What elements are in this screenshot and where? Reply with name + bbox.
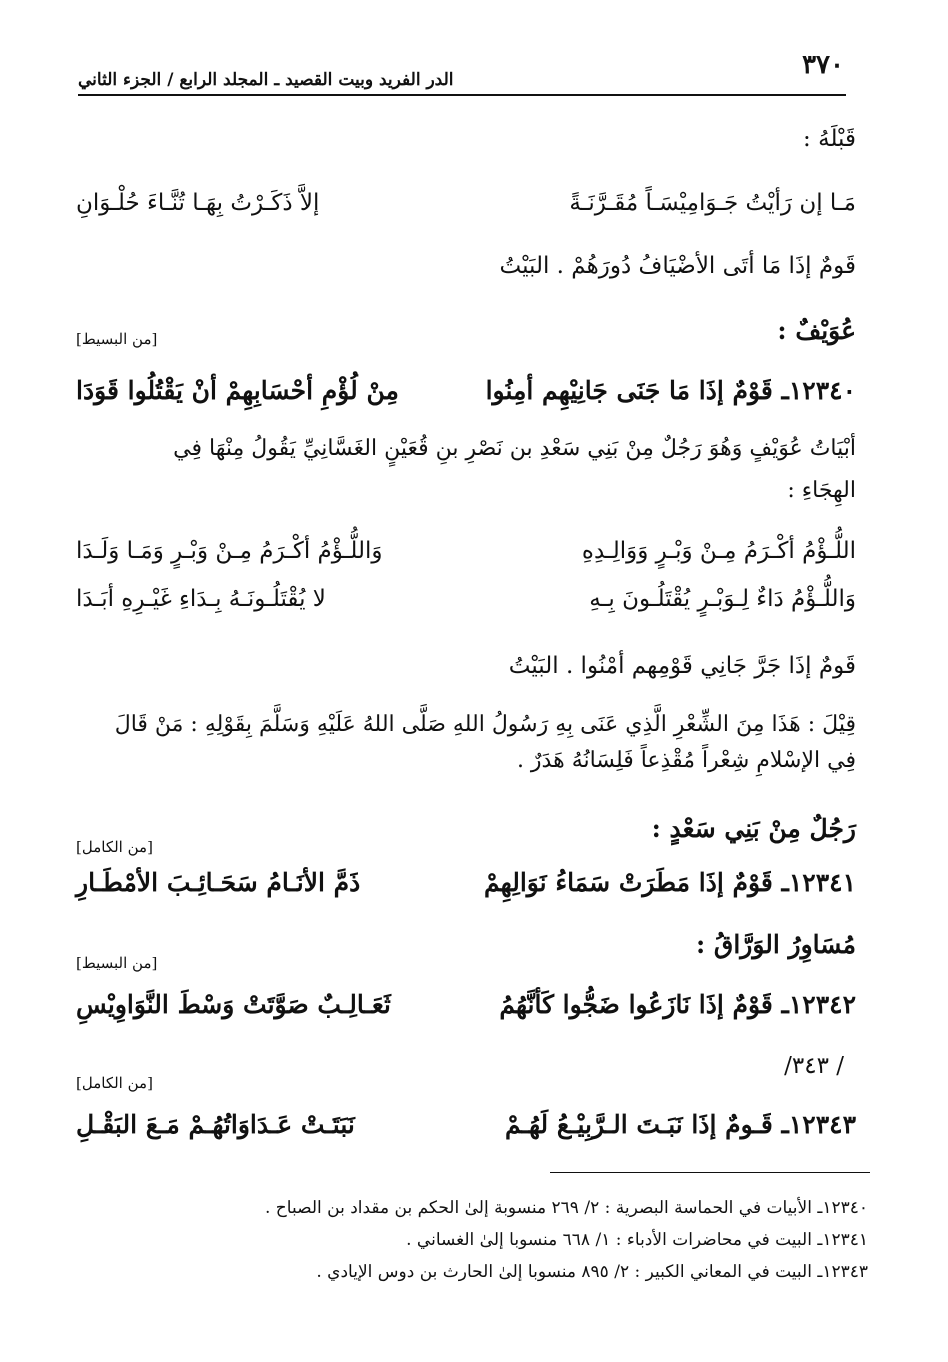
hemistich-second: لا يُقْتَلُـونَـهُ بِـدَاءِ غَيْـرِهِ أبَـدَا — [76, 586, 326, 612]
qawm-line-1: قَومٌ إذَا مَا أتَى الأضْيَافُ دُورَهُمْ . البَيْتُ — [499, 253, 856, 279]
poet-musawir: مُسَاوِرُ الوَرَّاقُ : — [696, 930, 856, 959]
hemistich-first: ١٢٣٤٢ـ قَوْمٌ إذَا نَازَعُوا ضَجُّوا كَأنَّهُمُ — [499, 990, 856, 1019]
footnote-divider — [550, 1172, 870, 1173]
hemistich-second: ذَمَّ الأنَـامُ سَحَـائِـبَ الأمْطَـارِ — [76, 868, 361, 897]
meter-label: [من البسيط] — [76, 330, 158, 348]
hemistich-first: ١٢٣٤٠ـ قَوْمٌ إذَا مَا جَنَى جَانِيْهِم أمِنُوا — [485, 376, 856, 405]
hemistich-second: إلاَّ ذَكَـرْتُ بِهَـا تُنَّـاءَ حُلْـوَانِ — [76, 190, 320, 216]
footnote-12343: ١٢٣٤٣ـ البيت في المعاني الكبير : ٢/ ٨٩٥ منسوبا إلىٰ الحارث بن دوس الإيادي . — [316, 1262, 868, 1282]
hemistich-second: ثَعَـالِـبٌ صَوَّتَتْ وَسْطَ النَّوَاوِيْسِ — [76, 990, 391, 1019]
qablahu-label: قَبْلَهُ : — [803, 126, 856, 152]
page-header — [78, 50, 846, 96]
verse-12342 — [76, 990, 856, 1036]
meter-label: [من الكامل] — [76, 838, 153, 856]
verse-c — [76, 586, 856, 632]
footnote-12340: ١٢٣٤٠ـ الأبيات في الحماسة البصرية : ٢/ ٢٦٩ منسوبة إلىٰ الحكم بن مقداد بن الصباح . — [265, 1198, 868, 1218]
footnote-12341: ١٢٣٤١ـ البيت في محاضرات الأدباء : ١/ ٦٦٨ منسوبا إلىٰ الغساني . — [406, 1230, 868, 1250]
hemistich-second: مِنْ لُؤْمِ أحْسَابِهِمْ أنْ يَقْتُلُوا قَوَدَا — [76, 376, 399, 405]
hemistich-first: ١٢٣٤٣ـ قَـومٌ إذَا نَبَـتَ الـرَّبِيْـعُ لَهُـمْ — [505, 1110, 856, 1139]
hemistich-second: وَاللُّـؤْمُ أكْـرَمُ مِـنْ وَبْـرٍ وَمَـا وَلَـدَا — [76, 538, 383, 564]
paragraph-1-line-2: الهِجَاءِ : — [787, 478, 856, 503]
verse-12340 — [76, 376, 856, 422]
meter-label: [من البسيط] — [76, 954, 158, 972]
page-number: ٣٧٠ — [802, 50, 844, 80]
hemistich-second: نَبَتَـتْ عَـدَاوَاتُهُـمْ مَـعَ البَقْـلِ — [76, 1110, 355, 1139]
poet-uwayf: عُوَيْفٌ : — [777, 316, 856, 345]
meter-label: [من الكامل] — [76, 1074, 153, 1092]
hemistich-first: اللُّـؤْمُ أكْـرَمُ مِـنْ وَبْـرٍ وَوَالِـدِهِ — [581, 538, 856, 564]
paragraph-2-line-2: فِي الإسْلامِ شِعْراً مُقْذِعاً فَلِسَانُهُ هَدَرٌ . — [516, 748, 856, 773]
qawm-line-2: قَومٌ إذَا جَرَّ جَانِي قَوْمِهم أمْنُوا . البَيْتُ — [508, 653, 856, 679]
hemistich-first: مَـا إن رَأيْتُ جَـوَامِيْسَـاً مُقَـرَّنَـةً — [569, 190, 856, 216]
paragraph-1-line-1: أبْيَاتُ عُوَيْفٍ وَهُوَ رَجُلٌ مِنْ بَنِي سَعْدِ بن نَصْرِ بنِ قُعَيْنٍ الغَسَّانِيِّ يَقُولُ مِنْهَا فِي — [173, 436, 856, 461]
running-title: الدر الفريد وبيت القصيد ـ المجلد الرابع / الجزء الثاني — [78, 70, 454, 90]
reference-marker: / ٣٤٣/ — [784, 1053, 844, 1079]
hemistich-first: ١٢٣٤١ـ قَوْمٌ إذَا مَطَرَتْ سَمَاءُ نَوَالِهِمْ — [484, 868, 856, 897]
verse-a — [76, 190, 856, 236]
paragraph-2-line-1: قِيْلَ : هَذَا مِنَ الشِّعْرِ الَّذِي عَنَى بِهِ رَسُولُ اللهِ صَلَّى اللهُ عَلَيْهِ وَسَلَّمَ بِقَوْلِهِ : مَنْ قَالَ — [114, 712, 856, 737]
verse-12343 — [76, 1110, 856, 1156]
poet-bani-sad: رَجُلٌ مِنْ بَنِي سَعْدٍ : — [651, 814, 856, 843]
hemistich-first: وَاللُّـؤْمُ دَاءٌ لِـوَبْـرٍ يُقْتَلُـونَ بِـهِ — [589, 586, 856, 612]
verse-b — [76, 538, 856, 584]
verse-12341 — [76, 868, 856, 914]
